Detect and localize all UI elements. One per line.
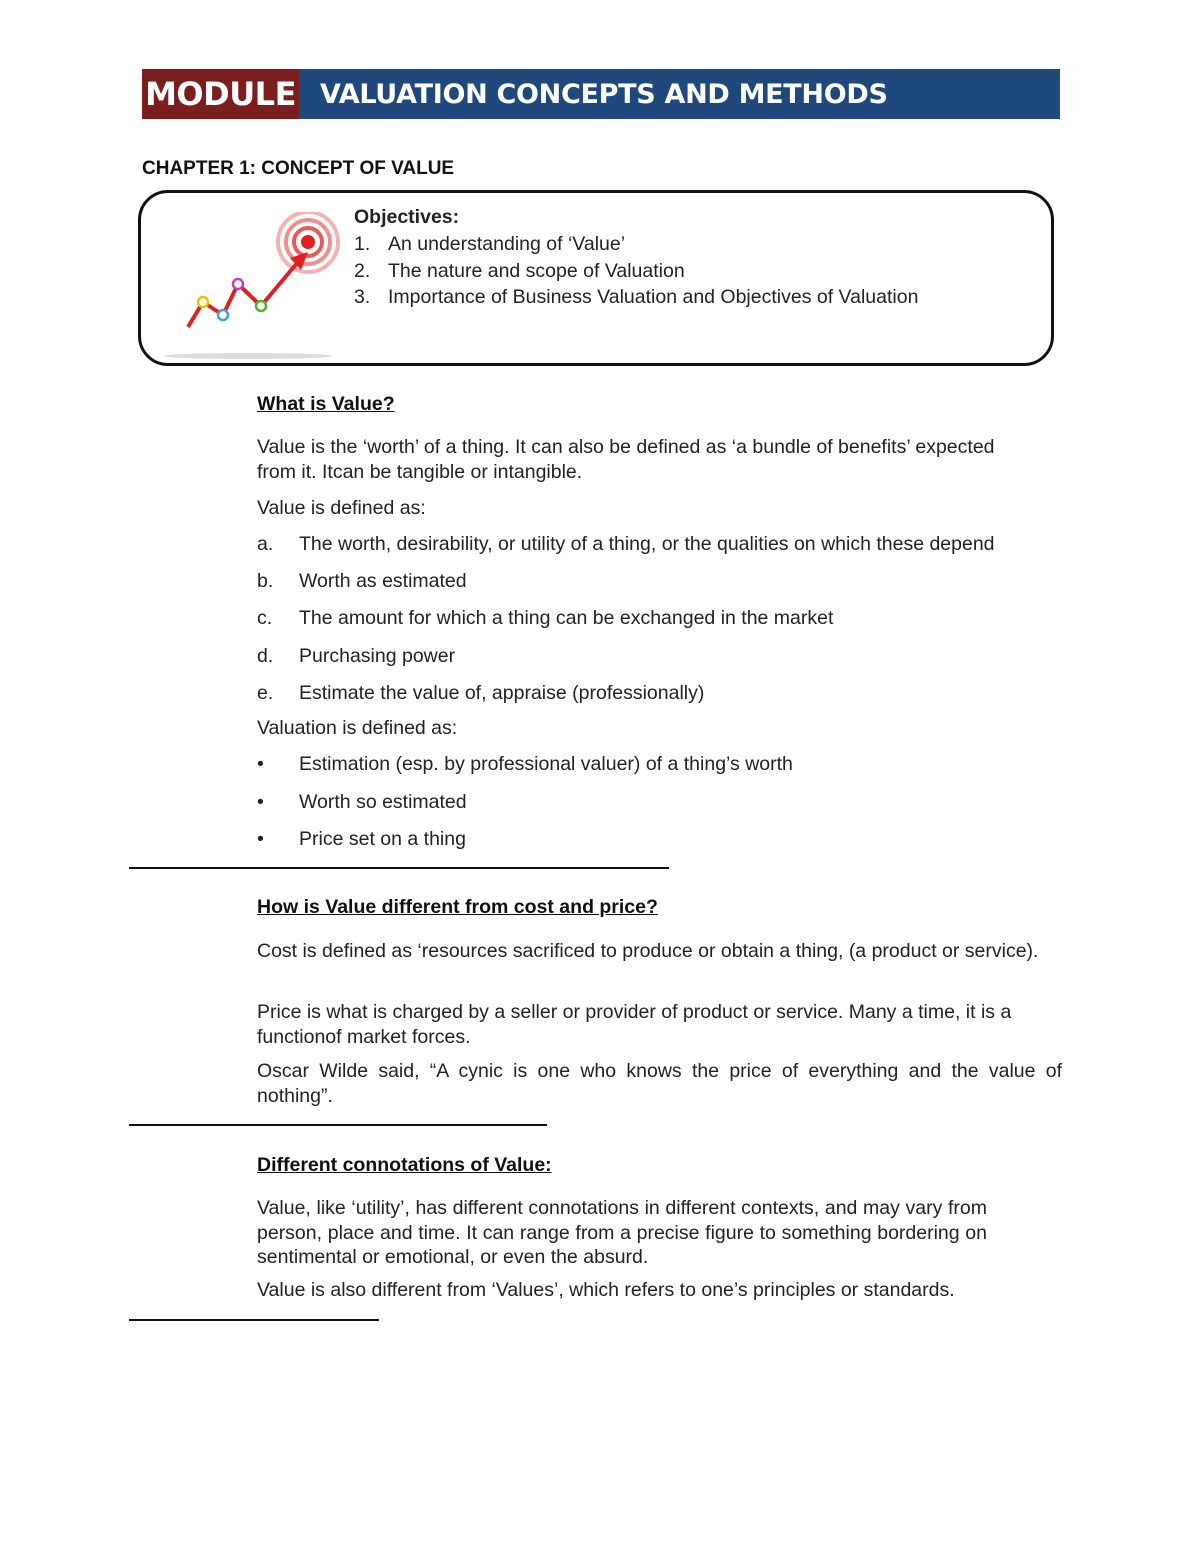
chapter-title: CHAPTER 1: CONCEPT OF VALUE [142, 158, 455, 179]
value-definition-lead: Value is defined as: [257, 497, 426, 519]
section-divider [129, 1319, 379, 1321]
objective-number: 2. [354, 259, 371, 282]
list-marker: b. [257, 570, 274, 592]
list-item [257, 681, 704, 705]
list-marker: a. [257, 533, 274, 555]
objective-text: The nature and scope of Valuation [388, 259, 685, 282]
target-growth-chart-icon [158, 212, 348, 362]
list-marker: d. [257, 645, 274, 667]
objective-item [354, 231, 918, 258]
bullet-marker: • [257, 791, 264, 813]
list-text: The worth, desirability, or utility of a thing, or the qualities on which these depend [299, 533, 995, 555]
list-text: The amount for which a thing can be exchanged in the market [299, 607, 834, 629]
valuation-definition-lead: Valuation is defined as: [257, 717, 458, 739]
list-item [257, 532, 995, 556]
objective-text: Importance of Business Valuation and Objectives of Valuation [388, 286, 919, 308]
values-paragraph: Value is also different from ‘Values’, which refers to one’s principles or standards. [257, 1279, 955, 1301]
objective-text: An understanding of ‘Value’ [388, 233, 626, 255]
list-marker: c. [257, 607, 273, 629]
module-label: MODULE [142, 69, 299, 119]
objectives-heading: Objectives: [354, 206, 460, 228]
objectives [354, 206, 918, 311]
list-text: Estimate the value of, appraise (professionally) [299, 682, 705, 704]
bullet-marker: • [257, 753, 264, 775]
price-paragraph: Price is what is charged by a seller or provider of product or service. Many a time, it is a functionof market forces. [257, 1001, 1012, 1048]
objective-item [354, 284, 918, 311]
objective-item [354, 258, 918, 285]
bullet-text: Price set on a thing [299, 828, 466, 850]
section-heading-what-is-value: What is Value? [257, 393, 395, 415]
bullet-item [257, 752, 793, 776]
oscar-wilde-quote: Oscar Wilde said, “A cynic is one who knows the price of everything and the value of nothing”. [257, 1060, 1062, 1107]
connotations-paragraph: Value, like ‘utility’, has different connotations in different contexts, and may vary from person, place and time. It can range from a precise figure to something bordering on sentimental or emotional, or even the absurd. [257, 1197, 987, 1268]
cost-paragraph: Cost is defined as ‘resources sacrificed to produce or obtain a thing, (a product or service). [257, 940, 1039, 962]
bullet-marker: • [257, 828, 264, 850]
bullet-item [257, 827, 466, 851]
section-divider [129, 867, 669, 869]
value-intro-paragraph: Value is the ‘worth’ of a thing. It can also be defined as ‘a bundle of benefits’ expected from it. Itcan be tangible or intangible. [257, 436, 995, 483]
section-divider [129, 1124, 547, 1126]
section-heading-connotations: Different connotations of Value: [257, 1154, 552, 1176]
list-item [257, 644, 455, 668]
section-heading-value-cost-price: How is Value different from cost and price? [257, 896, 658, 918]
bullet-item [257, 790, 467, 814]
bullet-text: Worth so estimated [299, 791, 467, 813]
list-item [257, 606, 833, 630]
module-title: VALUATION CONCEPTS AND METHODS [320, 79, 888, 110]
objective-number: 3. [354, 286, 371, 308]
list-marker: e. [257, 682, 274, 704]
list-text: Purchasing power [299, 645, 456, 667]
objective-number: 1. [354, 233, 371, 255]
list-text: Worth as estimated [299, 570, 467, 592]
module-banner [142, 69, 1060, 119]
list-item [257, 569, 467, 593]
bullet-text: Estimation (esp. by professional valuer) of a thing’s worth [299, 753, 793, 775]
